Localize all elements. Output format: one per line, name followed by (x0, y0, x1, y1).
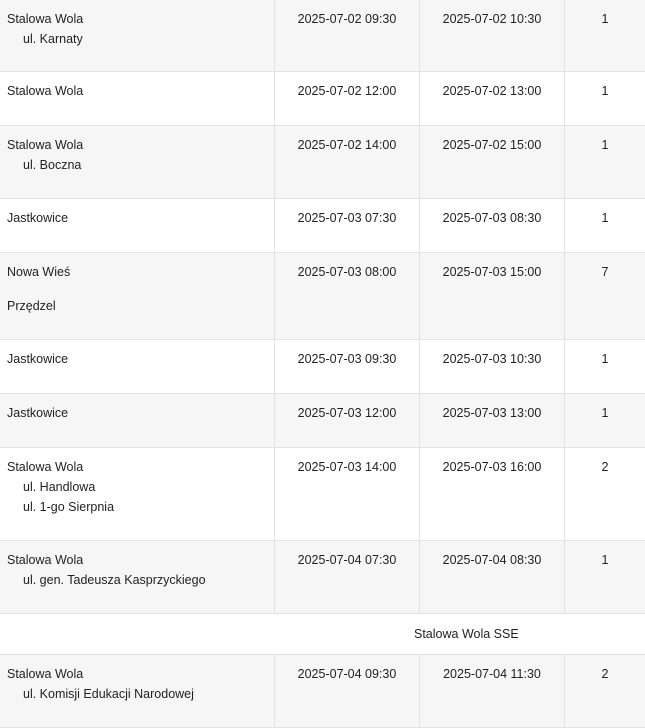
location-cell (0, 199, 275, 252)
table-row (0, 394, 645, 448)
start-time-cell (275, 253, 420, 339)
end-time: 2025-07-03 10:30 (442, 352, 542, 366)
table-row (0, 253, 645, 340)
end-time: 2025-07-02 15:00 (442, 138, 542, 152)
end-time-cell (420, 340, 565, 393)
street-name: ul. Karnaty (23, 32, 83, 46)
count-cell (565, 253, 645, 339)
end-time: 2025-07-02 10:30 (442, 12, 542, 26)
end-time-cell (420, 126, 565, 198)
end-time: 2025-07-02 13:00 (442, 84, 542, 98)
start-time-cell (275, 394, 420, 447)
table-row (0, 340, 645, 394)
start-time: 2025-07-02 09:30 (297, 12, 397, 26)
place-name: Stalowa Wola (7, 12, 84, 26)
street-name: ul. Boczna (23, 158, 82, 172)
count-cell (565, 126, 645, 198)
start-time-cell (275, 126, 420, 198)
count: 7 (601, 265, 609, 279)
location-cell (0, 394, 275, 447)
count-cell (565, 199, 645, 252)
place-name: Stalowa Wola (7, 460, 84, 474)
place-name: Stalowa Wola (7, 667, 84, 681)
location-cell (0, 0, 275, 71)
section-header: Stalowa Wola SSE (414, 627, 519, 641)
place-name: Jastkowice (7, 352, 69, 366)
start-time: 2025-07-03 14:00 (297, 460, 397, 474)
end-time: 2025-07-04 11:30 (443, 667, 541, 681)
start-time-cell (275, 340, 420, 393)
end-time-cell (420, 72, 565, 125)
count-cell (565, 0, 645, 71)
start-time: 2025-07-03 12:00 (297, 406, 397, 420)
start-time-cell (275, 0, 420, 71)
start-time-cell (275, 448, 420, 540)
street-name: ul. 1-go Sierpnia (23, 500, 115, 514)
start-time: 2025-07-02 14:00 (297, 138, 397, 152)
count: 2 (601, 460, 609, 474)
count-cell (565, 541, 645, 613)
table-row (0, 126, 645, 199)
count: 1 (601, 138, 609, 152)
table-row (0, 448, 645, 541)
end-time: 2025-07-04 08:30 (442, 553, 542, 567)
count: 1 (601, 352, 609, 366)
place-name: Nowa Wieś (7, 265, 71, 279)
place-name: Jastkowice (7, 406, 69, 420)
location-cell (0, 448, 275, 540)
place-name: Stalowa Wola (7, 138, 84, 152)
count: 1 (601, 553, 609, 567)
count-cell (565, 394, 645, 447)
count: 1 (601, 12, 609, 26)
table-row (0, 541, 645, 614)
table-row (0, 0, 645, 72)
second-place-name: Przędzel (7, 299, 56, 313)
start-time: 2025-07-03 08:00 (297, 265, 397, 279)
location-cell (0, 655, 275, 727)
end-time-cell (420, 394, 565, 447)
start-time: 2025-07-04 07:30 (297, 553, 397, 567)
end-time-cell (420, 448, 565, 540)
end-time: 2025-07-03 16:00 (442, 460, 542, 474)
table-row (0, 72, 645, 126)
street-name: ul. Handlowa (23, 480, 96, 494)
end-time-cell (420, 541, 565, 613)
table-row (0, 199, 645, 253)
start-time-cell (275, 655, 420, 727)
count-cell (565, 448, 645, 540)
start-time: 2025-07-02 12:00 (297, 84, 397, 98)
location-cell (0, 541, 275, 613)
start-time-cell (275, 541, 420, 613)
count-cell (565, 340, 645, 393)
start-time: 2025-07-04 09:30 (297, 667, 397, 681)
street-name: ul. gen. Tadeusza Kasprzyckiego (23, 573, 206, 587)
end-time-cell (420, 199, 565, 252)
street-name: ul. Komisji Edukacji Narodowej (23, 687, 194, 701)
start-time-cell (275, 199, 420, 252)
count: 1 (601, 84, 609, 98)
location-cell (0, 340, 275, 393)
start-time: 2025-07-03 09:30 (297, 352, 397, 366)
place-name: Stalowa Wola (7, 553, 84, 567)
end-time-cell (420, 253, 565, 339)
start-time-cell (275, 72, 420, 125)
start-time: 2025-07-03 07:30 (297, 211, 397, 225)
count: 1 (601, 211, 609, 225)
end-time: 2025-07-03 15:00 (442, 265, 542, 279)
location-cell (0, 126, 275, 198)
end-time: 2025-07-03 13:00 (442, 406, 542, 420)
end-time-cell (420, 0, 565, 71)
section-header-row (0, 614, 645, 655)
count: 1 (601, 406, 609, 420)
location-cell (0, 253, 275, 339)
table-row (0, 655, 645, 728)
end-time: 2025-07-03 08:30 (442, 211, 542, 225)
location-cell (0, 72, 275, 125)
place-name: Jastkowice (7, 211, 69, 225)
count-cell (565, 655, 645, 727)
end-time-cell (420, 655, 565, 727)
place-name: Stalowa Wola (7, 84, 84, 98)
count: 2 (601, 667, 609, 681)
count-cell (565, 72, 645, 125)
